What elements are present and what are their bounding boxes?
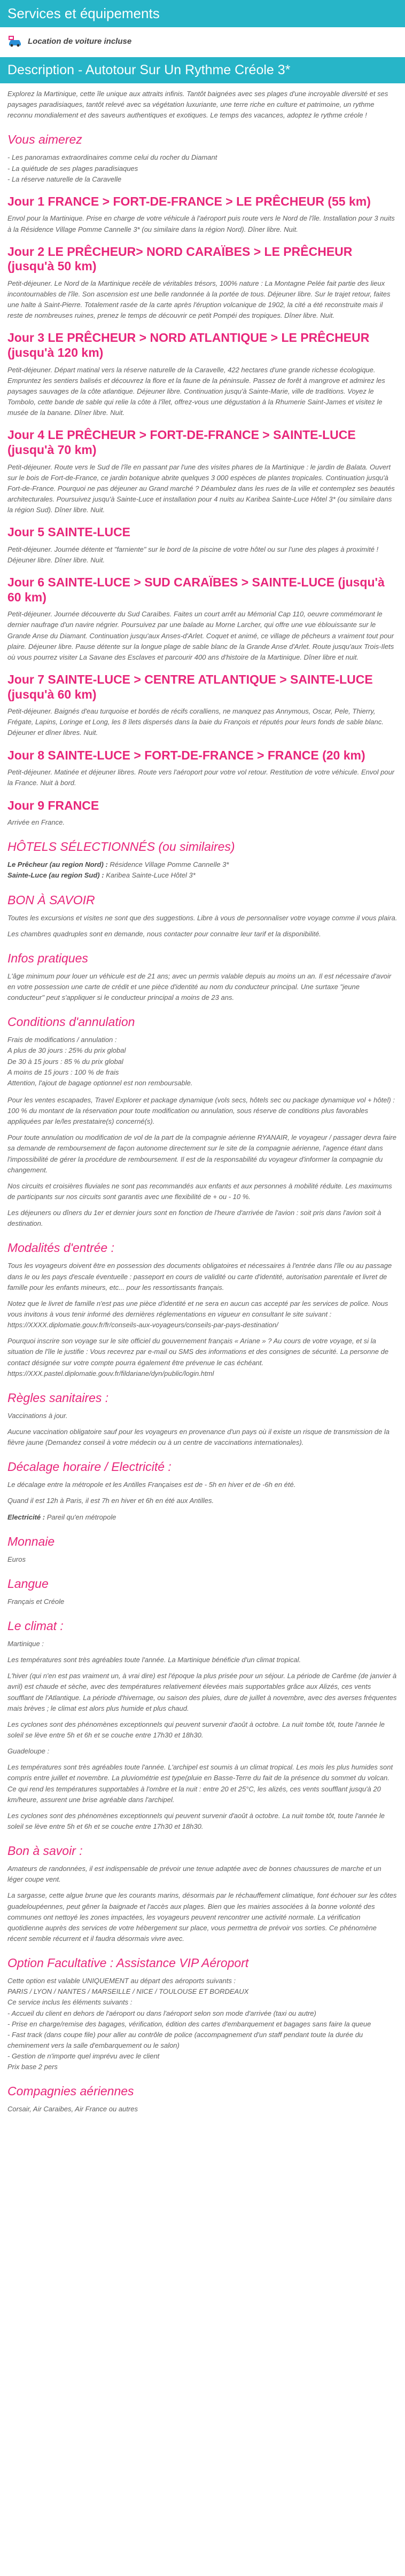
paragraph: Martinique : (7, 1640, 44, 1648)
day-text: Petit-déjeuner. Journée détente et "farniente" sur le bord de la piscine de votre hôtel ou sur l'une des plages à proximité ! Déjeuner libre. Dîner libre. Nuit. (7, 545, 379, 564)
paragraph: Les déjeuners ou dîners du 1er et dernier jours sont en fonction de l'heure d'arrivée de l'avion : soit pris dans l'avion soit à destination. (7, 1209, 381, 1228)
compagnies-heading: Compagnies aériennes (7, 2084, 134, 2099)
paragraph: La sargasse, cette algue brune que les courants marins, désormais par le réchauffement climatique, font échouer sur les côtes guadeloupéennes, peut gêner la baignade et l'accès aux plages. Bien que les mairies associées à la bonne volonté des communes ont nettoyé les zones impactées, les voyageurs peuvent rencontrer une activité normale. La vérification quotidienne auprès des services de votre hébergement sur place, vous permettra de prévoir vos sorties. Ce phénomène récent semble récurrent et il faudra désormais vivre avec. (7, 1891, 397, 1943)
paragraph: Les cyclones sont des phénomènes exceptionnels qui peuvent survenir d'août à octobre. La nuit tombe tôt, toute l'année le soleil se lève entre 5h et 6h et se couche entre 17h30 et 18h30. (7, 1720, 385, 1739)
option-line: Prix base 2 pers (7, 2063, 58, 2071)
paragraph: Pour les ventes escapades, Travel Explorer et package dynamique (vols secs, hôtels sec ou package dynamique vol + hôtel) : 100 % du montant de la réservation pour toute modification ou annulation, sous réserve de conditions plus favorables appliquées par le/les prestataire(s) concerné(s). (7, 1095, 395, 1126)
langue-heading: Langue (7, 1576, 49, 1591)
paragraph: Pourquoi inscrire son voyage sur le site officiel du gouvernement français « Ariane » ? Au cours de votre voyage, et si la situation de l'île le justifie : Vous recevrez par e-mail ou SMS des informations et des consignes de sécurité. La personne de contact désignée sur votre compte pourra également être prévenue le cas échéant. https://XXX.pastel.diplomatie.gouv.fr/fildariane/dyn/public/login.html (7, 1337, 389, 1377)
day-text: Petit-déjeuner. Journée découverte du Sud Caraïbes. Faites un court arrêt au Mémorial Cap 110, oeuvre commémorant le dernier naufrage d'un navire négrier. Poursuivez par une balade au Morne Larcher, qui offre une vue éblouissante sur le Grande Anse du Diamant. Continuation jusqu'aux Anses-d'Arlet. Coquet et animé, ce village de pêcheurs a vraiment tout pour plaire. Déjeuner libre. Pause détente sur la longue plage de sable blanc de la Grande Anse d'Arlet. Route jusqu'aux Trois-Ilets où vous pourrez visiter La Savane des Esclaves et parcourir 400 ans d'histoire de la Martinique. Dîner libre et nuit. (7, 610, 394, 661)
paragraph: Les chambres quadruples sont en demande, nous contacter pour connaitre leur tarif et la disponibilité. (7, 929, 321, 938)
services-heading: Services et équipements (0, 0, 405, 27)
hotel-name: Résidence Village Pomme Cannelle 3* (107, 860, 229, 869)
day-title: Jour 7 SAINTE-LUCE > CENTRE ATLANTIQUE > SAINTE-LUCE (jusqu'à 60 km) (7, 672, 373, 701)
option-line: Cette option est valable UNIQUEMENT au départ des aéroports suivants : (7, 1977, 236, 1985)
vous-aimerez-item: - Les panoramas extraordinaires comme celui du rocher du Diamant (7, 153, 217, 162)
conditions-line: De 30 à 15 jours : 85 % du prix global (7, 1057, 123, 1066)
option-line: - Accueil du client en dehors de l'aéroport ou dans l'aéroport selon son mode d'arrivée (taxi ou autre) (7, 2009, 316, 2017)
day-title: Jour 8 SAINTE-LUCE > FORT-DE-FRANCE > FRANCE (20 km) (7, 748, 365, 762)
electricity-line (7, 1512, 398, 1523)
conditions-line: A moins de 15 jours : 100 % de frais (7, 1068, 119, 1076)
paragraph: Les cyclones sont des phénomènes exceptionnels qui peuvent survenir d'août à octobre. La nuit tombe tôt, toute l'année le soleil se lève entre 5h et 6h et se couche entre 17h30 et 18h30. (7, 1811, 385, 1830)
day-title: Jour 9 FRANCE (7, 798, 99, 812)
car-rental-label: Location de voiture incluse (28, 36, 132, 46)
paragraph: Toutes les excursions et visites ne sont que des suggestions. Libre à vous de personnaliser votre voyage comme il vous plaira. (7, 913, 398, 922)
paragraph: Vaccinations à jour. (7, 1411, 68, 1420)
day-title: Jour 3 LE PRÊCHEUR > NORD ATLANTIQUE > LE PRÊCHEUR (jusqu'à 120 km) (7, 331, 370, 360)
intro-text: Explorez la Martinique, cette île unique aux attraits infinis. Tantôt baignées avec ses plages d'une incroyable diversité et ses paysages paradisiaques, tantôt relevé avec sa végétation luxuriante, une terre riche en culture et patrimoine, un rythme reconnu mondialement et des saveurs authentiques et exotiques. Le temps des vacances, adoptez le rythme créole ! (7, 90, 388, 120)
hotel-item (7, 859, 398, 870)
day-text: Petit-déjeuner. Matinée et déjeuner libres. Route vers l'aéroport pour votre vol retour. Restitution de votre véhicule. Envol pour la France. Nuit à bord. (7, 768, 395, 787)
paragraph: Quand il est 12h à Paris, il est 7h en hiver et 6h en été aux Antilles. (7, 1497, 214, 1505)
option-heading: Option Facultative : Assistance VIP Aéroport (7, 1956, 249, 1970)
option-line: - Fast track (dans coupe file) pour aller au contrôle de police (accompagnement d'un staff pendant toute la durée du cheminement vers la salle d'embarquement ou le salon) (7, 2030, 363, 2049)
hotel-location: Le Prêcheur (au region Nord) : (7, 860, 108, 869)
compagnies-value: Corsair, Air Caraibes, Air France ou autres (7, 2105, 138, 2113)
description-content (0, 83, 405, 2131)
day-title: Jour 5 SAINTE-LUCE (7, 525, 131, 539)
day-title: Jour 2 LE PRÊCHEUR> NORD CARAÏBES > LE PRÊCHEUR (jusqu'à 50 km) (7, 244, 353, 273)
paragraph: Notez que le livret de famille n'est pas une pièce d'identité et ne sera en aucun cas accepté par les services de police. Nous vous invitons à vous tenir informé des dernières réglementations en vigueur en consultant le site suivant : https://XXXX.diplomatie.gouv.fr/fr/conseils-aux-voyageurs/conseils-par-pays-destination/ (7, 1299, 388, 1329)
vous-aimerez-item: - La quiétude de ses plages paradisiaques (7, 164, 138, 173)
paragraph: Tous les voyageurs doivent être en possession des documents obligatoires et nécessaires à l'entrée dans l'île ou au passage dans le ou les pays d'escale éventuelle : passeport en cours de validité ou carte d'identité, autorisation parentale et livret de famille pour les enfants mineurs, etc... pour les ressortissants français. (7, 1262, 392, 1291)
day-title: Jour 4 LE PRÊCHEUR > FORT-DE-FRANCE > SAINTE-LUCE (jusqu'à 70 km) (7, 428, 356, 457)
monnaie-heading: Monnaie (7, 1534, 55, 1548)
option-line: PARIS / LYON / NANTES / MARSEILLE / NICE / TOULOUSE ET BORDEAUX (7, 1987, 249, 1996)
conditions-line: Frais de modifications / annulation : (7, 1036, 117, 1044)
day-title: Jour 1 FRANCE > FORT-DE-FRANCE > LE PRÊCHEUR (55 km) (7, 194, 371, 208)
paragraph: Pour toute annulation ou modification de vol de la part de la compagnie aérienne RYANAIR, le voyageur / passager devra faire sa demande de remboursement de façon autonome directement sur le site de la compagnie aérienne, l'agence étant dans l'impossibilité de gérer la procédure de remboursement. Il est de la responsabilité du voyageur d'informer la compagnie du changement. (7, 1133, 396, 1174)
day-text: Arrivée en France. (7, 818, 65, 827)
hotel-location: Sainte-Luce (au region Sud) : (7, 871, 104, 880)
day-text: Envol pour la Martinique. Prise en charge de votre véhicule à l'aéroport puis route vers le Nord de l'île. Installation pour 3 nuits à la Résidence Village Pomme Cannelle 3* (ou similaire dans la région Nord). Dîner libre. Nuit. (7, 214, 395, 233)
description-heading: Description - Autotour Sur Un Rythme Créole 3* (0, 57, 405, 83)
option-line: Ce service inclus les éléments suivants : (7, 1998, 133, 2007)
hotel-item (7, 870, 398, 881)
conditions-heading: Conditions d'annulation (7, 1015, 135, 1029)
bon-a-savoir-heading: BON À SAVOIR (7, 892, 95, 907)
paragraph: L'hiver (qui n'en est pas vraiment un, à vrai dire) est l'époque la plus prisée pour un séjour. La période de Carême (de janvier à avril) est chaude et sèche, avec des températures relativement élevées mais supportables grâce aux Alizés, ces vents soufflant de l'Atlantique. La période d'hivernage, ou saison des pluies, dure de juillet à novembre, avec des averses fréquentes mais brèves ; le climat est alors plus humide et plus chaud. (7, 1672, 397, 1712)
hotel-name: Karibea Sainte-Luce Hôtel 3* (104, 871, 196, 880)
decalage-heading: Décalage horaire / Electricité : (7, 1460, 172, 1474)
electricity-value: Pareil qu'en métropole (45, 1513, 116, 1521)
paragraph: L'âge minimum pour louer un véhicule est de 21 ans; avec un permis valable depuis au moins un an. Il est nécessaire d'avoir en votre possession une carte de crédit et une pièce d'identité au nom du conducteur principal. Une surtaxe "jeune conducteur" peut s'appliquer si le conducteur principal a moins de 23 ans. (7, 972, 392, 1002)
paragraph: Aucune vaccination obligatoire sauf pour les voyageurs en provenance d'un pays où il existe un risque de transmission de la fièvre jaune (Demandez conseil à votre médecin ou à un centre de vaccinations internationales). (7, 1428, 390, 1447)
day-text: Petit-déjeuner. Route vers le Sud de l'île en passant par l'une des visites phares de la Martinique : le jardin de Balata. Ouvert sur le bois de Fort-de-France, ce jardin botanique abrite quelques 3 000 espèces de plantes tropicales. Continuation jusqu'à Fort-de-France. Pourquoi ne pas déjeuner au Grand marché ? Déambulez dans les rues de la ville et contemplez ses beautés architecturales. Poursuivez jusqu'à Sainte-Luce et installation pour 4 nuits au Karibea Sainte-Luce Hôtel 3* (ou similaire dans la région Sud). Dîner libre. Nuit. (7, 463, 395, 514)
monnaie-value: Euros (7, 1555, 26, 1563)
sanitaires-heading: Règles sanitaires : (7, 1390, 109, 1405)
day-text: Petit-déjeuner. Départ matinal vers la réserve naturelle de la Caravelle, 422 hectares d'une grande richesse écologique. Empruntez les sentiers balisés et découvrez la flore et la faune de la péninsule. Passez de forêt à mangrove et admirez les paysages sauvages de la côte atlantique. Déjeuner libre. Continuation jusqu'à Sainte-Marie, ville de traditions. Voyez le Tombolo, cette bande de sable qui relie la côte à l'îlet, offrez-vous une dégustation à la Rhumerie Saint-James et visitez le musée de la banane. Dîner libre. Nuit. (7, 365, 385, 417)
option-line: - Prise en charge/remise des bagages, vérification, édition des cartes d'embarquement et bagages sans faire la queue (7, 2019, 371, 2028)
vous-aimerez-heading: Vous aimerez (7, 132, 82, 147)
bon-a-savoir-2-heading: Bon à savoir : (7, 1844, 83, 1858)
conditions-line: A plus de 30 jours : 25% du prix global (7, 1046, 126, 1055)
langue-value: Français et Créole (7, 1597, 65, 1606)
paragraph: Les températures sont très agréables toute l'année. La Martinique bénéficie d'un climat tropical. (7, 1656, 301, 1664)
car-rental-icon (7, 35, 22, 48)
day-text: Petit-déjeuner. Le Nord de la Martinique recèle de véritables trésors, 100% nature : La Montagne Pelée fait partie des lieux incontournables de l'île. Son ascension est une belle randonnée à la portée de tous. Déjeuner libre. Sur le trajet retour, faites une halte à Saint-Pierre. Totalement rasée de la carte après l'éruption volcanique de 1902, la cité a été reconstruite mais il reste de nombreuses ruines, prenez le temps de découvrir ce petit Pompéi des tropiques. Dîner libre. Nuit. (7, 279, 391, 320)
infos-pratiques-heading: Infos pratiques (7, 951, 88, 965)
paragraph: Le décalage entre la métropole et les Antilles Françaises est de - 5h en hiver et de -6h en été. (7, 1481, 296, 1489)
day-text: Petit-déjeuner. Baignés d'eau turquoise et bordés de récifs coralliens, ne manquez pas Annymous, Oscar, Pele, Thierry, Frégate, Lapins, Loringe et Long, les 8 îlets dispersés dans la baie du François et réputés pour leurs fonds de sable blanc. Déjeuner et dîner libres. Nuit. (7, 707, 384, 737)
modalites-heading: Modalités d'entrée : (7, 1241, 115, 1255)
conditions-line: Attention, l'ajout de bagage optionnel est non remboursable. (7, 1078, 193, 1087)
paragraph: Nos circuits et croisières fluviales ne sont pas recommandés aux enfants et aux personnes à mobilité réduite. Les maximums de participants sur nos circuits sont garantis avec une flexibilité de + ou - 10 %. (7, 1181, 392, 1201)
hotels-heading: HÔTELS SÉLECTIONNÉS (ou similaires) (7, 840, 235, 854)
electricity-label: Electricité : (7, 1513, 45, 1521)
paragraph: Les températures sont très agréables toute l'année. L'archipel est soumis à un climat tropical. Les mois les plus humides sont compris entre juillet et novembre. La pluviométrie est type(pluie en Basse-Terre du fait de la présence du sommet du volcan. Ce qui rend les températures supportables à l'ombre et la nuit : entre 20 et 25°C, les alizés, ces vents soufflant jusqu'à 20 km/heure, assurent une brise agréable dans l'archipel. (7, 1763, 393, 1804)
climat-heading: Le climat : (7, 1619, 64, 1633)
paragraph: Amateurs de randonnées, il est indispensable de prévoir une tenue adaptée avec de bonnes chaussures de marche et un léger coupe vent. (7, 1865, 381, 1884)
paragraph: Guadeloupe : (7, 1747, 50, 1756)
vous-aimerez-item: - La réserve naturelle de la Caravelle (7, 175, 122, 183)
day-title: Jour 6 SAINTE-LUCE > SUD CARAÏBES > SAINTE-LUCE (jusqu'à 60 km) (7, 575, 385, 604)
option-line: - Gestion de n'importe quel imprévu avec le client (7, 2052, 160, 2061)
services-list (0, 27, 405, 57)
